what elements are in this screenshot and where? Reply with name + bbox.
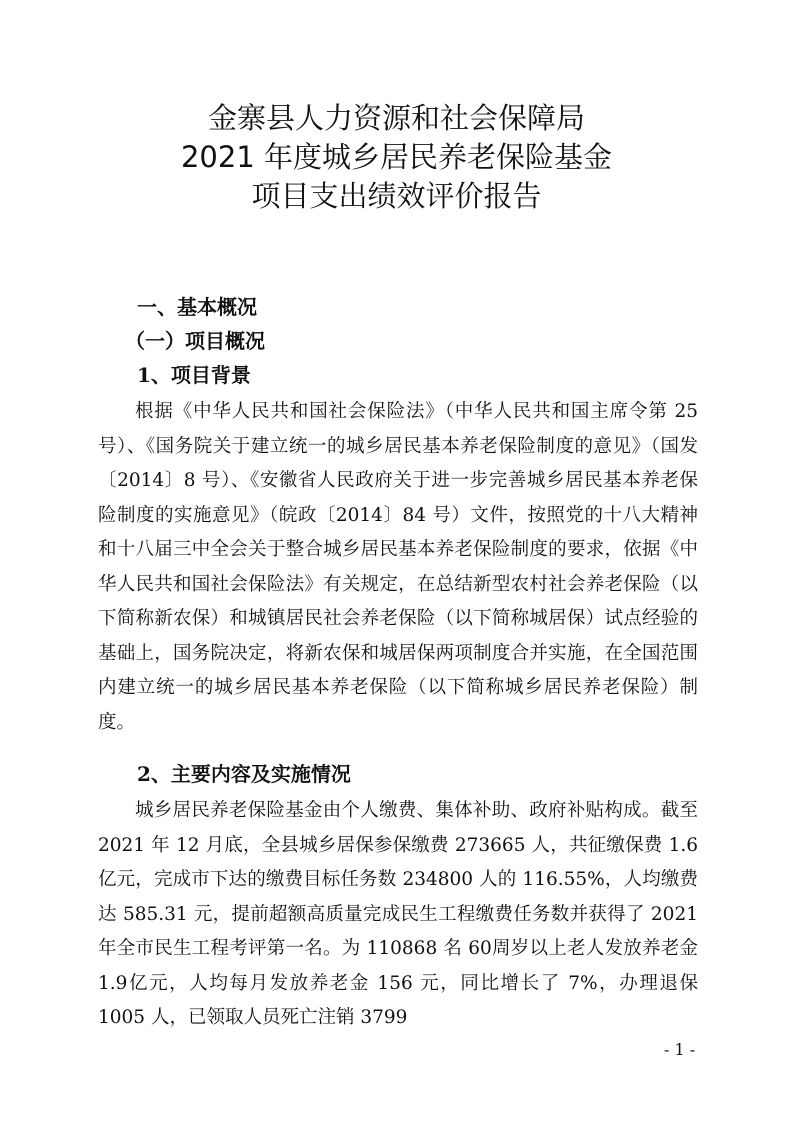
- item-heading-content: 2、主要内容及实施情况: [137, 762, 351, 786]
- title-line-2: 2021 年度城乡居民养老保险基金: [180, 140, 613, 174]
- paragraph-content: 城乡居民养老保险基金由个人缴费、集体补助、政府补贴构成。截至 2021 年 12 月底，全县城乡居保参保缴费 273665 人，共征缴保费 1.6 亿元，完成市下达的缴费目标任务数 234800 人的 116.55%，人均缴费达 585.31 元，提前超额高质量完成民生工程缴费任务数并获得了 2021 年全市民生工程考评第一名。为 110868 名 60周岁以上老人发放养老金 1.9亿元，人均每月发放养老金 156 元，同比增长了 7%，办理退保 1005 人，已领取人员死亡注销 3799: [98, 800, 698, 1028]
- subsection-heading-project-overview: （一）项目概况: [125, 329, 265, 353]
- title-line-3: 项目支出绩效评价报告: [251, 179, 542, 213]
- item-heading-background: 1、项目背景: [137, 363, 251, 387]
- paragraph-background: 根据《中华人民共和国社会保险法》（中华人民共和国主席令第 25 号）、《国务院关于建立统一的城乡居民基本养老保险制度的意见》（国发〔2014〕8 号）、《安徽省人民政府关于进一步完善城乡居民基本养老保险制度的实施意见》（皖政〔2014〕84 号）文件，按照党的十八大精神和十八届三中全会关于整合城乡居民基本养老保险制度的要求，依据《中华人民共和国社会保险法》有关规定，在总结新型农村社会养老保险（以下简称新农保）和城镇居民社会养老保险（以下简称城居保）试点经验的基础上，国务院决定，将新农保和城居保两项制度合并实施，在全国范围内建立统一的城乡居民基本养老保险（以下简称城乡居民养老保险）制度。: [98, 401, 698, 733]
- section-heading-basic-overview: 一、基本概况: [137, 295, 257, 319]
- page-number: - 1 -: [664, 1040, 696, 1059]
- title-line-1: 金寨县人力资源和社会保障局: [207, 101, 585, 135]
